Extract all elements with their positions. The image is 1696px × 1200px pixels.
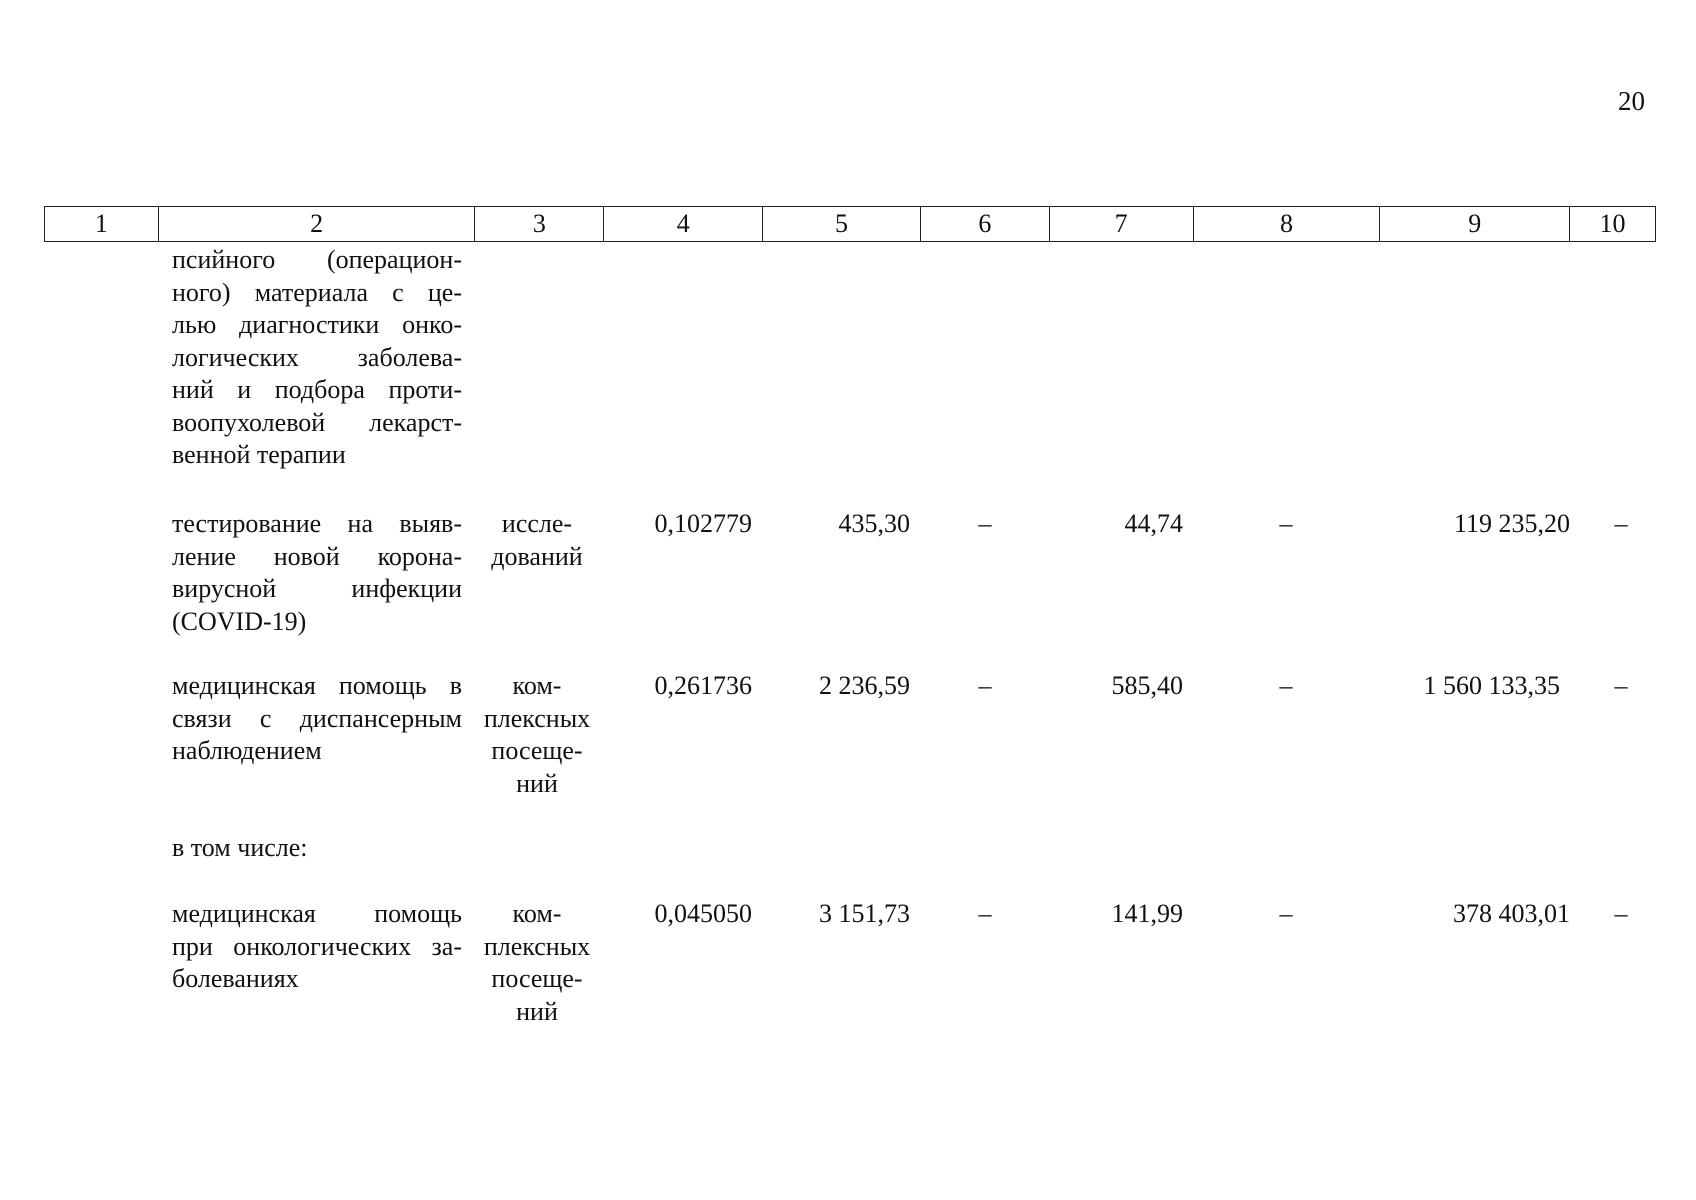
cell-col10: – xyxy=(1614,899,1628,928)
desc-line: псийного (операцион- xyxy=(172,245,462,274)
header-cell-2: 2 xyxy=(159,207,476,241)
desc-line: логических заболева- xyxy=(172,342,462,372)
row-description xyxy=(172,508,462,638)
cell-col7: 585,40 xyxy=(1111,671,1183,700)
cell-col5: 3 151,73 xyxy=(819,899,910,928)
table-header-row xyxy=(44,206,1656,242)
unit-line: плексных xyxy=(483,931,591,961)
desc-line: болеваниях xyxy=(172,964,299,993)
section-label: в том числе: xyxy=(172,833,308,862)
header-cell-5: 5 xyxy=(763,207,921,241)
cell-col5: 2 236,59 xyxy=(819,671,910,700)
page-number: 20 xyxy=(1618,86,1645,116)
cell-col4: 0,261736 xyxy=(654,671,752,700)
desc-line: (COVID-19) xyxy=(172,606,307,636)
header-cell-4: 4 xyxy=(604,207,763,241)
header-cell-3: 3 xyxy=(475,207,604,241)
unit-line: ний xyxy=(516,996,558,1026)
unit-line: плексных xyxy=(483,703,591,733)
unit-line: ком- xyxy=(512,899,562,928)
desc-line: тестирование на выяв- xyxy=(172,509,462,538)
header-cell-7: 7 xyxy=(1050,207,1194,241)
unit-line: ком- xyxy=(512,671,562,700)
unit-line: иссле- xyxy=(501,509,573,538)
desc-line: связи с диспансерным xyxy=(172,703,462,733)
cell-col5: 435,30 xyxy=(838,509,910,538)
desc-line: ного) материала с це- xyxy=(172,277,462,307)
desc-line: медицинская помощь xyxy=(172,899,462,928)
cell-col6: – xyxy=(978,509,992,538)
unit-line: ний xyxy=(516,768,558,798)
row-unit xyxy=(472,670,602,800)
cell-col7: 141,99 xyxy=(1111,899,1183,928)
desc-line: венной терапии xyxy=(172,440,346,469)
cell-col7: 44,74 xyxy=(1124,509,1183,538)
desc-line: ний и подбора проти- xyxy=(172,375,462,404)
cell-col8: – xyxy=(1279,509,1293,538)
header-cell-8: 8 xyxy=(1194,207,1381,241)
cell-col4: 0,045050 xyxy=(654,899,752,928)
continuation-description xyxy=(172,244,462,472)
desc-line: воопухолевой лекарст- xyxy=(172,407,462,437)
desc-line: лью диагностики онко- xyxy=(172,310,462,339)
row-unit xyxy=(472,508,602,573)
desc-line: наблюдением xyxy=(172,736,322,765)
unit-line: посеще- xyxy=(491,736,583,765)
cell-col8: – xyxy=(1279,671,1293,700)
cell-col4: 0,102779 xyxy=(654,509,752,538)
header-cell-1: 1 xyxy=(45,207,159,241)
header-cell-6: 6 xyxy=(921,207,1050,241)
desc-line: медицинская помощь в xyxy=(172,671,462,700)
cell-col9: 119 235,20 xyxy=(1453,509,1570,538)
cell-col9: 378 403,01 xyxy=(1453,899,1570,928)
desc-line: при онкологических за- xyxy=(172,931,462,961)
cell-col6: – xyxy=(978,899,992,928)
row-description xyxy=(172,898,462,996)
cell-col8: – xyxy=(1279,899,1293,928)
header-cell-9: 9 xyxy=(1380,207,1570,241)
desc-line: вирусной инфекции xyxy=(172,574,462,603)
desc-line: ление новой корона- xyxy=(172,541,462,571)
cell-col6: – xyxy=(978,671,992,700)
cell-col9: 1 560 133,35 xyxy=(1423,671,1560,700)
header-cell-10: 10 xyxy=(1599,209,1626,238)
unit-line: дований xyxy=(491,541,583,571)
cell-col10: – xyxy=(1614,509,1628,538)
unit-line: посеще- xyxy=(491,964,583,993)
cell-col10: – xyxy=(1614,671,1628,700)
row-description xyxy=(172,670,462,768)
row-unit xyxy=(472,898,602,1028)
